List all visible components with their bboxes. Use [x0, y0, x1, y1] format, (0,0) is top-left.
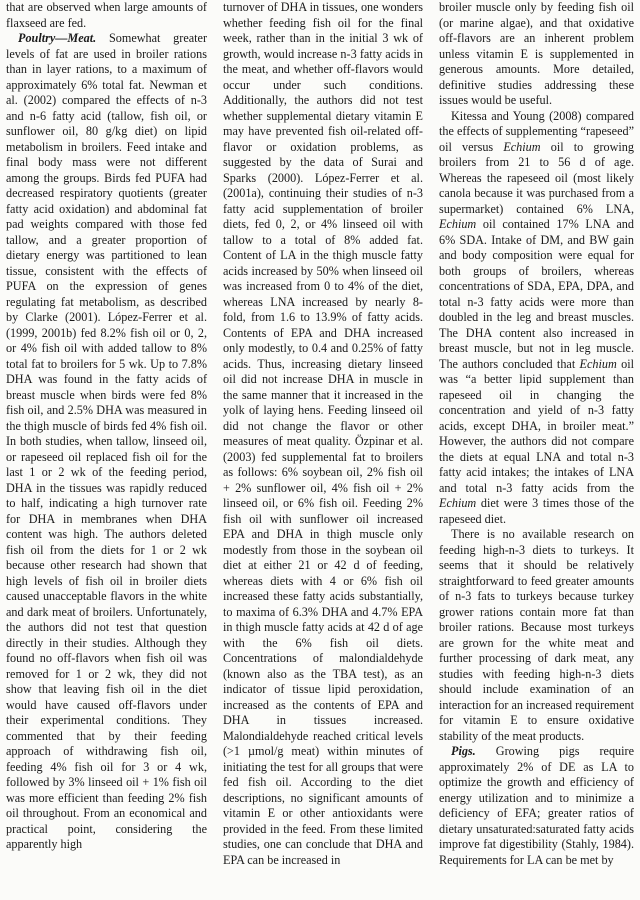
italic-term: Echium: [439, 217, 477, 231]
paragraph: broiler muscle only by feeding fish oil (or marine algae), and that oxidative off-flavors are an inherent problem unless vitamin E is supplemented in generous amounts. More detailed, definitive studies addressing these issues would be useful.: [439, 0, 634, 107]
paragraph: turnover of DHA in tissues, one wonders whether feeding fish oil for the final week, rather than in the initial 3 wk of growth, would increase n-3 fatty acids in the meat, and whether off-flavors would occur under such conditions. Additionally, the authors did not test whether supplemental dietary vitamin E may have prevented fish oil-related off-flavor or oxidation problems, as suggested by the data of Surai and Sparks (2000). López-Ferrer et al. (2001a), continuing their studies of n-3 fatty acid supplementation of broiler diets, fed 0, 2, or 4% linseed oil with tallow to a total of 8% added fat. Content of LA in the thigh muscle fatty acids increased by 50% when linseed oil was increased from 0 to 4% of the diet, whereas LNA increased by nearly 8-fold, from 1.6 to 13.9% of fatty acids. Contents of EPA and DHA increased only modestly, to 0.4 and 0.25% of fatty acids. Thus, increasing dietary linseed oil did not increase DHA in muscle in the same manner that it increased in the yolk of laying hens. Feeding linseed oil did not change the flavor or other measures of meat quality. Özpinar et al. (2003) fed supplemental fat to broilers as follows: 6% soybean oil, 2% fish oil + 2% sunflower oil, 4% fish oil + 2% linseed oil, or 6% fish oil. Feeding 2% fish oil with sunflower oil increased EPA and DHA in thigh muscle only modestly from those in the soybean oil diet at either 21 or 42 d of feeding, whereas diets with 4 or 6% fish oil increased these fatty acids substantially, to maxima of 6.3% DHA and 4.7% EPA in thigh muscle fatty acids at 42 d of age with the 6% fish oil diets. Concentrations of malondialdehyde (known also as the TBA test), as an indicator of tissue lipid peroxidation, increased as the contents of EPA and DHA in tissues increased. Malondialdehyde reached critical levels (>1 µmol/g meat) within minutes of initiating the test for all groups that were fed fish oil. According to the diet descriptions, no significant amounts of vitamin E or other antioxidants were provided in the feed. From these limited studies, one can conclude that DHA and EPA can be increased in: [223, 0, 423, 867]
paragraph: [439, 744, 634, 868]
text-run: diet were 3 times those of the rapeseed diet.: [439, 496, 634, 526]
italic-term: Echium: [503, 139, 541, 154]
paragraph: that are observed when large amounts of flaxseed are fed.: [6, 0, 207, 30]
text-column-2: [215, 0, 431, 900]
paragraph: There is no available research on feeding high-n-3 diets to turkeys. It seems that it should be relatively straightforward to feed greater amounts of n-3 fats to turkeys because turkey grower rations contain more fat than broiler rations. Because most turkeys are grown for the white meat and further processing of dark meat, any studies with feeding high-n-3 diets should include examination of an interaction for an increased requirement for vitamin E to ensure oxidative stability of the meat products.: [439, 527, 634, 743]
section-heading-poultry-meat: Poultry—Meat.: [18, 31, 97, 45]
text-column-1: [6, 0, 215, 900]
paragraph: [6, 31, 207, 853]
text-run: oil to growing broilers from 21 to 56 d of age. Whereas the rapeseed oil (most likely canola because it was purchased from a supermarket) contained 6% LNA,: [439, 139, 634, 216]
text-run: oil was “a better lipid supplement than rapeseed oil in changing the concentration and yield of n-3 fatty acids, except DHA, in broiler meat.” However, the authors did not compare the diets at equal LNA and total n-3 fatty acid intakes; the intakes of LNA and total n-3 fatty acids from the: [439, 356, 634, 495]
paragraph: [439, 109, 634, 528]
text-run: oil contained 17% LNA and 6% SDA. Intake of DM, and BW gain and body composition were equal for both groups of broilers, whereas concentrations of SDA, EPA, DPA, and total n-3 fatty acids were more than doubled in the leg and breast muscles. The DHA content also increased in breast muscle, but not in leg muscle. The authors concluded that: [439, 217, 634, 371]
paragraph-text: Growing pigs require approximately 2% of DE as LA to optimize the growth and efficiency of energy utilization and to minimize a deficiency of EFA; greater ratios of dietary unsaturated:saturated fatty acids improve fat digestibility (Stahly, 1984). Requirements for LA can be met by: [439, 744, 634, 867]
text-column-3: [431, 0, 634, 900]
italic-term: Echium: [579, 356, 617, 371]
italic-term: Echium: [439, 496, 477, 510]
text-run: Kitessa and Young (2008) compared the effects of supplementing “rapeseed” oil versus: [439, 108, 634, 154]
section-heading-pigs: Pigs.: [451, 744, 476, 758]
paragraph-text: Somewhat greater levels of fat are used in broiler rations than in layer rations, to a maximum of approximately 6% total fat. Newman et al. (2002) compared the effects of n-3 and n-6 fatty acid (tallow, fish oil, or sunflower oil, 80 g/kg diet) on lipid metabolism in broilers. Feed intake and final body mass were not different among the groups. Birds fed PUFA had decreased respiratory quotients (greater fatty acid oxidation) and abdominal fat pad weights compared with those fed tallow, and a greater proportion of dietary energy was partitioned to lean tissue, consistent with the effects of PUFA on the expression of genes regulating fat metabolism, as described by Clarke (2001). López-Ferrer et al. (1999, 2001b) fed 8.2% fish oil or 0, 2, or 4% fish oil with added tallow to 8% total fat to broilers for 5 wk. Up to 7.8% DHA was found in the fatty acids of breast muscle when birds were fed 8% fish oil, and 2.5% DHA was measured in the thigh muscle of birds fed 4% fish oil. In both studies, when tallow, linseed oil, or rapeseed oil replaced fish oil for the last 1 or 2 wk of the feeding period, DHA in the tissues was rapidly reduced to half, indicating a high turnover rate for DHA in membranes when DHA content was high. The authors deleted fish oil from the diets for 1 or 2 wk because other research had shown that high levels of fish oil in broiler diets caused unacceptable flavors in the white and dark meat of broilers. Unfortunately, the authors did not test that question directly in their studies. Although they found no off-flavors when fish oil was removed for 1 or 2 wk, they did not show that leaving fish oil in the diet would have caused off-flavors under their experimental conditions. They commented that by their feeding approach of withdrawing fish oil, feeding 4% fish oil for 3 or 4 wk, followed by 3% linseed oil + 1% fish oil was more efficient than feeding 2% fish oil throughout. From an economical and practical point, considering the apparently high: [6, 31, 208, 851]
